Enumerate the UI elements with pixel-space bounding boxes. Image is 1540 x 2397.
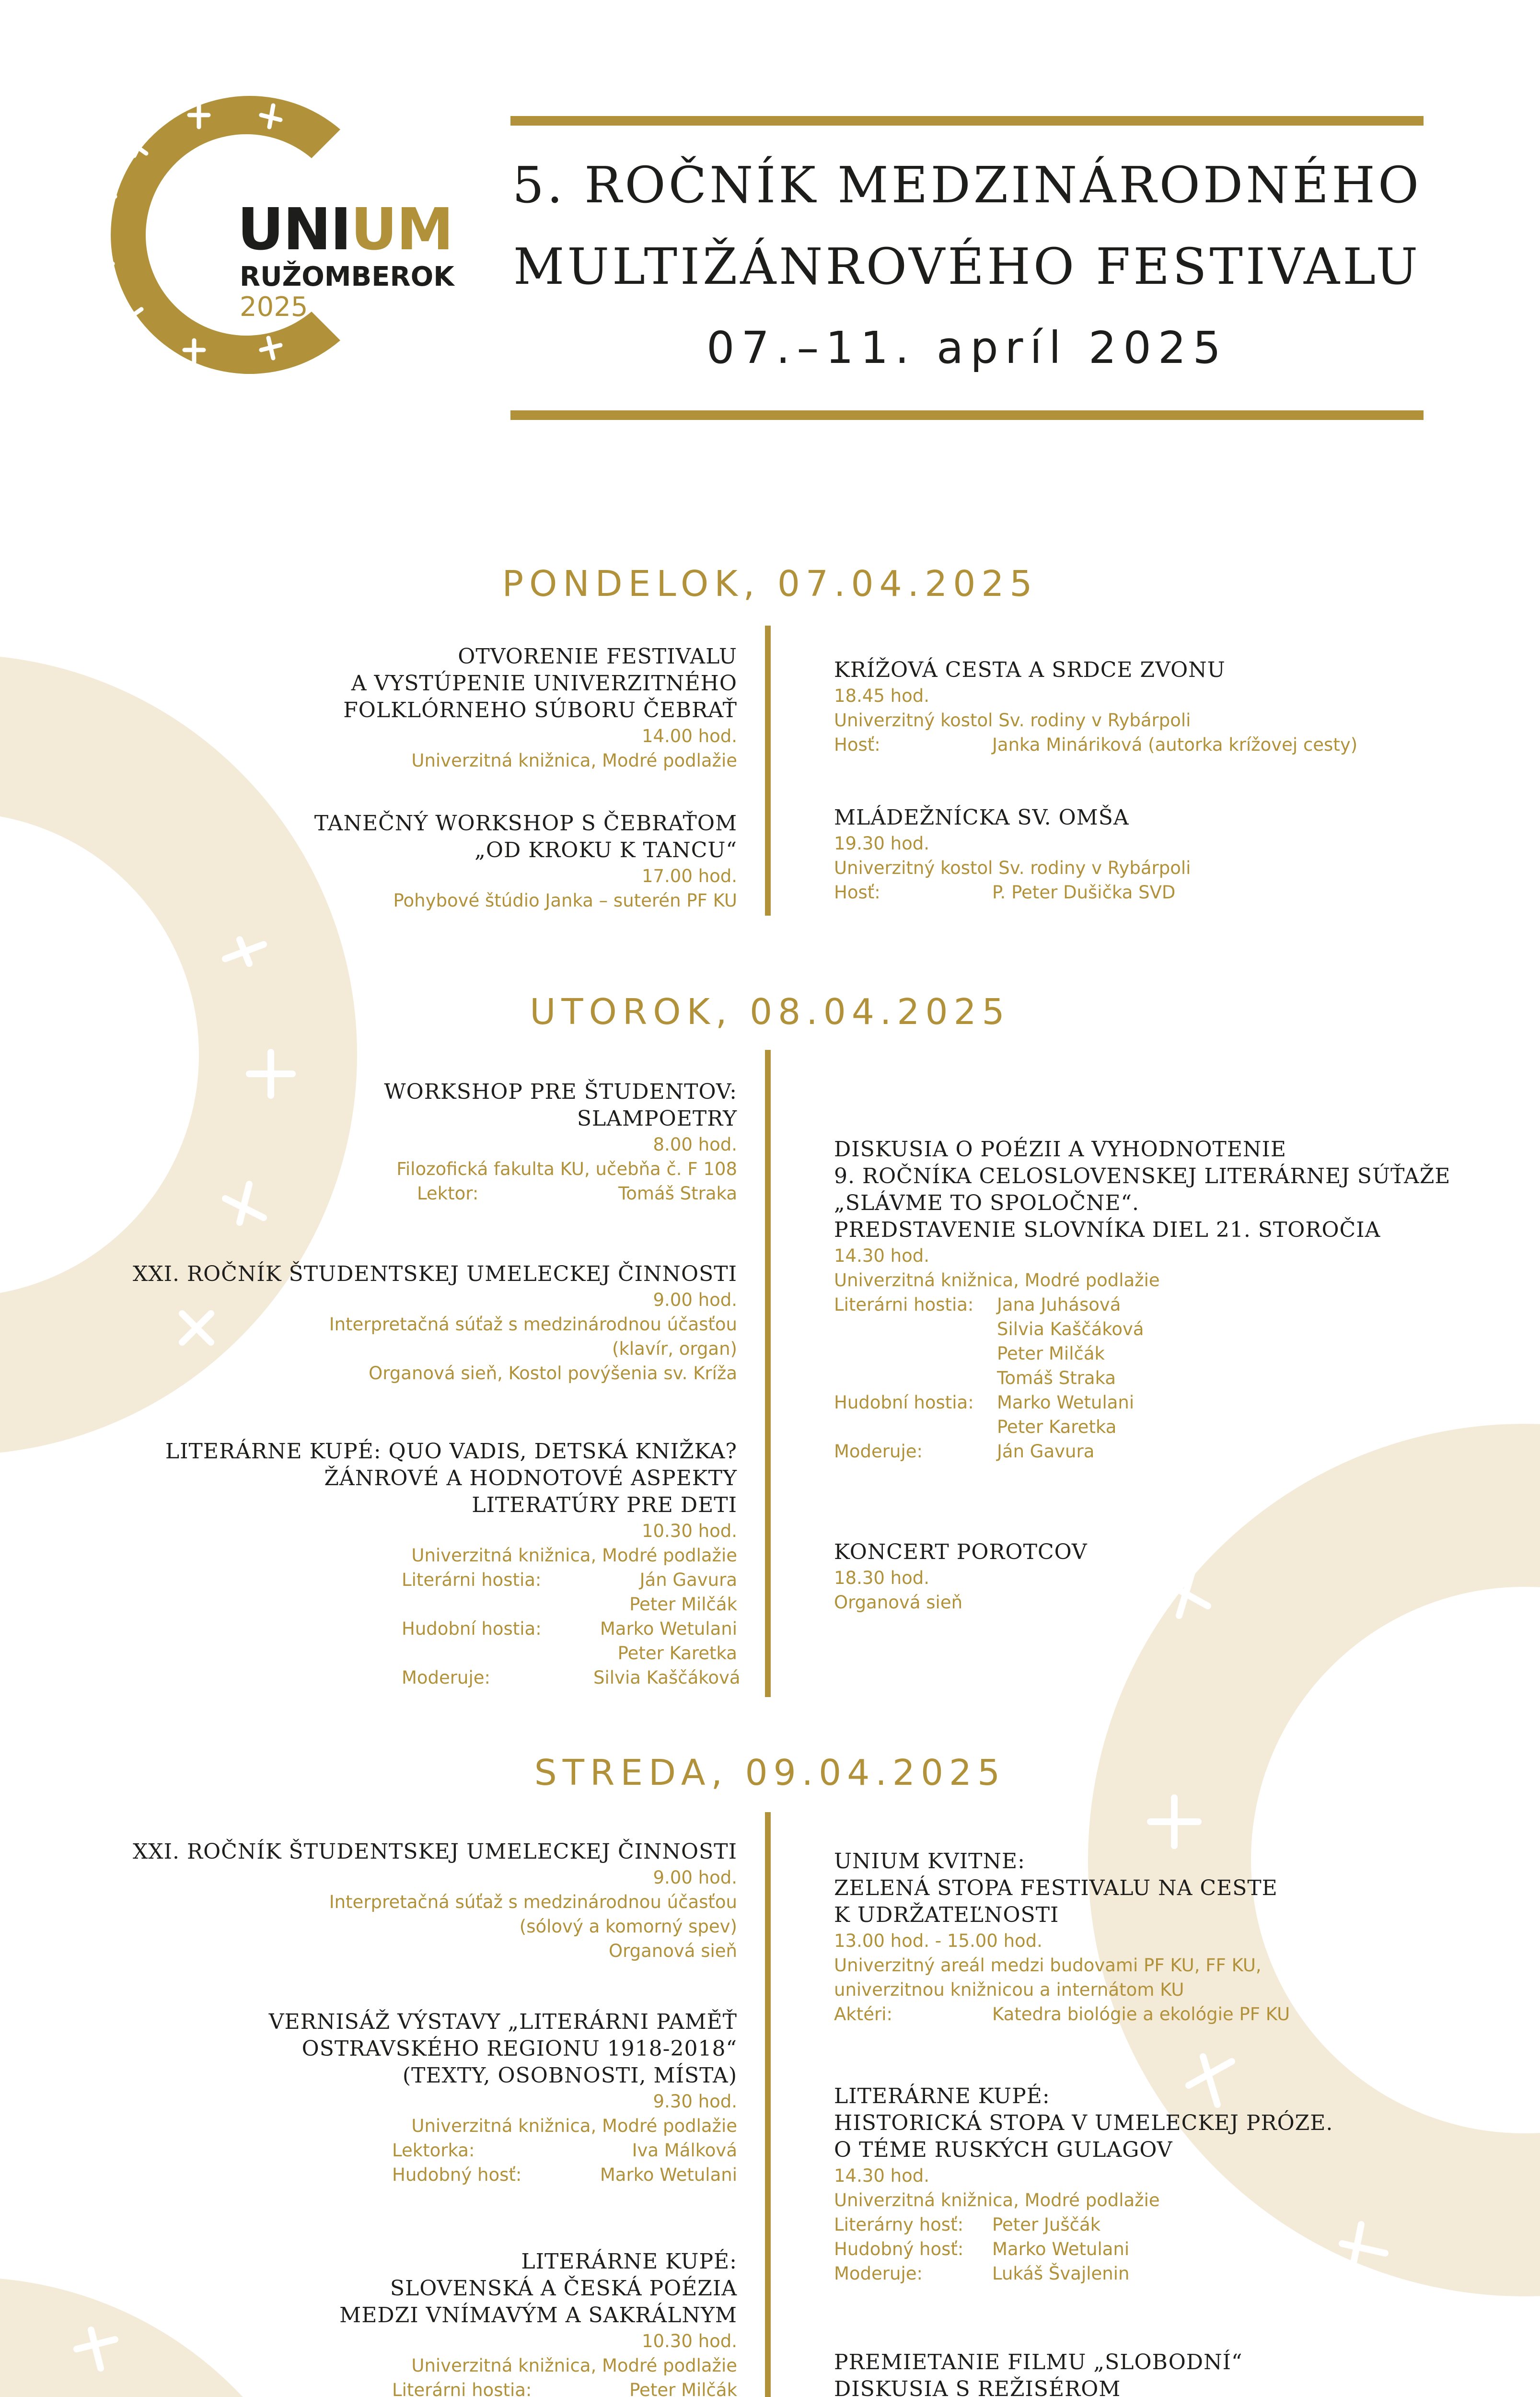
header-top-rule [510,116,1424,126]
event-dance-workshop: TANEČNÝ WORKSHOP S ČEBRAŤOM „OD KROKU K TANCU“ 17.00 hod. Pohybové štúdio Janka – suterén PF KU [314,811,737,911]
logo-title [237,197,453,263]
event-way-of-cross: KRÍŽOVÁ CESTA A SRDCE ZVONU 18.45 hod. Univerzitný kostol Sv. rodiny v Rybárpoli Hosť: Janka Mináriková (autorka krížovej cesty) [834,658,1358,755]
header-dates: 07.–11. apríl 2025 [706,322,1227,373]
day-heading-tuesday: UTOROK, 08.04.2025 [530,991,1010,1033]
logo-uni: UNI [237,197,351,263]
header-title-line-2: MULTIŽÁNROVÉHO FESTIVALU [513,237,1421,296]
timeline-divider [765,1050,771,1697]
day-heading-wednesday: STREDA, 09.04.2025 [534,1752,1006,1793]
event-suc-instrumental: XXI. ROČNÍK ŠTUDENTSKEJ UMELECKEJ ČINNOSTI 9.00 hod. Interpretačná súťaž s medzinárodnou účasťou (klavír, organ) Organová sieň, Kostol povýšenia sv. Kríža [132,1262,737,1384]
event-literary-coupe-poetry: LITERÁRNE KUPÉ: SLOVENSKÁ A ČESKÁ POÉZIA MEDZI VNÍMAVÝM A SAKRÁLNYM 10.30 hod. Univerzitná knižnica, Modré podlažie Literárni hostia: Peter Milčák [339,2249,737,2397]
event-jury-concert: KONCERT POROTCOV 18.30 hod. Organová sieň [834,1540,1088,1613]
event-poetry-discussion: DISKUSIA O POÉZII A VYHODNOTENIE 9. ROČNÍKA CELOSLOVENSKEJ LITERÁRNEJ SÚŤAŽE „SLÁVME TO SPOLOČNE“. PREDSTAVENIE SLOVNÍKA DIEL 21. STOROČIA 14.30 hod. Univerzitná knižnica, Modré podlažie Literárni hostia: Jana Juhásová Silvia Kaščáková Peter Milčák Tomáš Straka Hudobní hostia: Marko Wetulani Peter Karetka Moderuje: Ján Gavura [834,1137,1451,1462]
event-unium-green: UNIUM KVITNE: ZELENÁ STOPA FESTIVALU NA CESTE K UDRŽATEĽNOSTI 13.00 hod. - 15.00 hod. Univerzitný areál medzi budovami PF KU, FF KU, univerzitnou knižnicou a internátom KU Aktéri: Katedra biológie a ekológie PF KU [834,1849,1290,2025]
event-film-slobodni: PREMIETANIE FILMU „SLOBODNÍ“ DISKUSIA S REŽISÉROM [834,2350,1243,2397]
timeline-divider [765,626,771,916]
event-literary-coupe-gulag: LITERÁRNE KUPÉ: HISTORICKÁ STOPA V UMELECKEJ PRÓZE. O TÉME RUSKÝCH GULAGOV 14.30 hod. Univerzitná knižnica, Modré podlažie Literárny hosť: Peter Juščák Hudobný hosť: Marko Wetulani Moderuje: Lukáš Švajlenin [834,2084,1333,2284]
event-suc-vocal: XXI. ROČNÍK ŠTUDENTSKEJ UMELECKEJ ČINNOSTI 9.00 hod. Interpretačná súťaž s medzinárodnou účasťou (sólový a komorný spev) Organová sieň [132,1839,737,1961]
event-opening: OTVORENIE FESTIVALU A VYSTÚPENIE UNIVERZITNÉHO FOLKLÓRNEHO SÚBORU ČEBRAŤ 14.00 hod. Univerzitná knižnica, Modré podlažie [343,644,737,771]
event-youth-mass: MLÁDEŽNÍCKA SV. OMŠA 19.30 hod. Univerzitný kostol Sv. rodiny v Rybárpoli Hosť: P. Peter Dušička SVD [834,805,1191,903]
event-slampoetry: WORKSHOP PRE ŠTUDENTOV: SLAMPOETRY 8.00 hod. Filozofická fakulta KU, učebňa č. F 108 Lektor: Tomáš Straka [384,1080,737,1204]
event-literary-coupe-children: LITERÁRNE KUPÉ: QUO VADIS, DETSKÁ KNIŽKA? ŽÁNROVÉ A HODNOTOVÉ ASPEKTY LITERATÚRY PRE DETI 10.30 hod. Univerzitná knižnica, Modré podlažie Literárni hostia: Ján Gavura Peter Milčák Hudobní hostia: Marko Wetulani Peter Karetka Moderuje: Silvia Kaščáková [165,1439,741,1688]
logo-city: RUŽOMBEROK [240,261,454,292]
timeline-divider [765,1812,771,2397]
header-bottom-rule [510,410,1424,420]
logo-um: UM [350,197,453,263]
header-title-line-1: 5. ROČNÍK MEDZINÁRODNÉHO [512,156,1422,214]
logo-year: 2025 [240,291,308,323]
event-ostrava-exhibition: VERNISÁŽ VÝSTAVY „LITERÁRNI PAMĚŤ OSTRAVSKÉHO REGIONU 1918-2018“ (TEXTY, OSOBNOSTI, MÍSTA) 9.30 hod. Univerzitná knižnica, Modré podlažie Lektorka: Iva Málková Hudobný hosť: Marko Wetulani [268,2010,737,2185]
day-heading-monday: PONDELOK, 07.04.2025 [502,563,1038,605]
